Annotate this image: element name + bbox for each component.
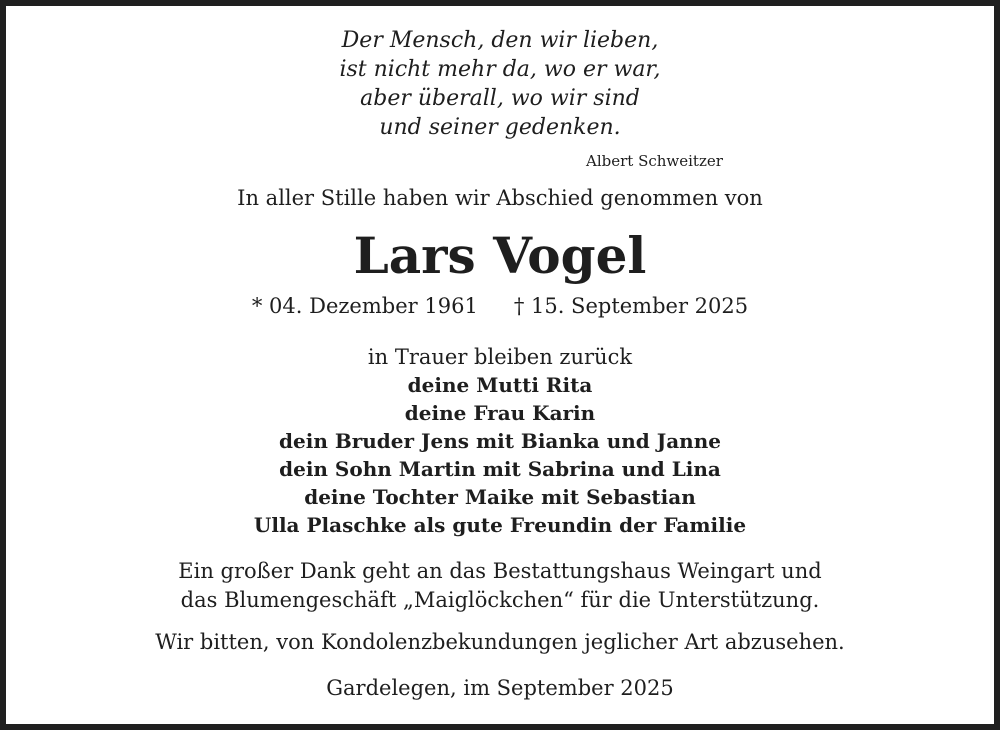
mourning-intro: in Trauer bleiben zurück	[367, 345, 633, 369]
intro-text: In aller Stille haben wir Abschied genommen von	[237, 186, 763, 210]
mourner-line: deine Tochter Maike mit Sebastian	[304, 485, 696, 509]
condolence-request: Wir bitten, von Kondolenzbekundungen jeglicher Art abzusehen.	[155, 630, 845, 654]
mourner-line: dein Sohn Martin mit Sabrina und Lina	[279, 457, 721, 481]
place-date: Gardelegen, im September 2025	[326, 676, 674, 700]
mourner-line: deine Frau Karin	[404, 401, 596, 425]
quote-line: und seiner gedenken.	[379, 115, 621, 140]
thanks-line: Ein großer Dank geht an das Bestattungshaus Weingart und	[178, 559, 822, 583]
death-date: † 15. September 2025	[513, 294, 749, 318]
life-dates	[6, 294, 994, 318]
deceased-name: Lars Vogel	[353, 226, 647, 285]
mourner-line: dein Bruder Jens mit Bianka und Janne	[279, 429, 721, 453]
mourner-line: Ulla Plaschke als gute Freundin der Familie	[253, 513, 747, 537]
quote-line: aber überall, wo wir sind	[360, 86, 640, 111]
quote-line: ist nicht mehr da, wo er war,	[339, 57, 661, 82]
birth-date: * 04. Dezember 1961	[251, 294, 478, 318]
quote-line: Der Mensch, den wir lieben,	[341, 28, 659, 53]
mourner-line: deine Mutti Rita	[407, 373, 593, 397]
quote-author: Albert Schweitzer	[586, 152, 723, 170]
thanks-line: das Blumengeschäft „Maiglöckchen“ für die Unterstützung.	[180, 588, 820, 612]
